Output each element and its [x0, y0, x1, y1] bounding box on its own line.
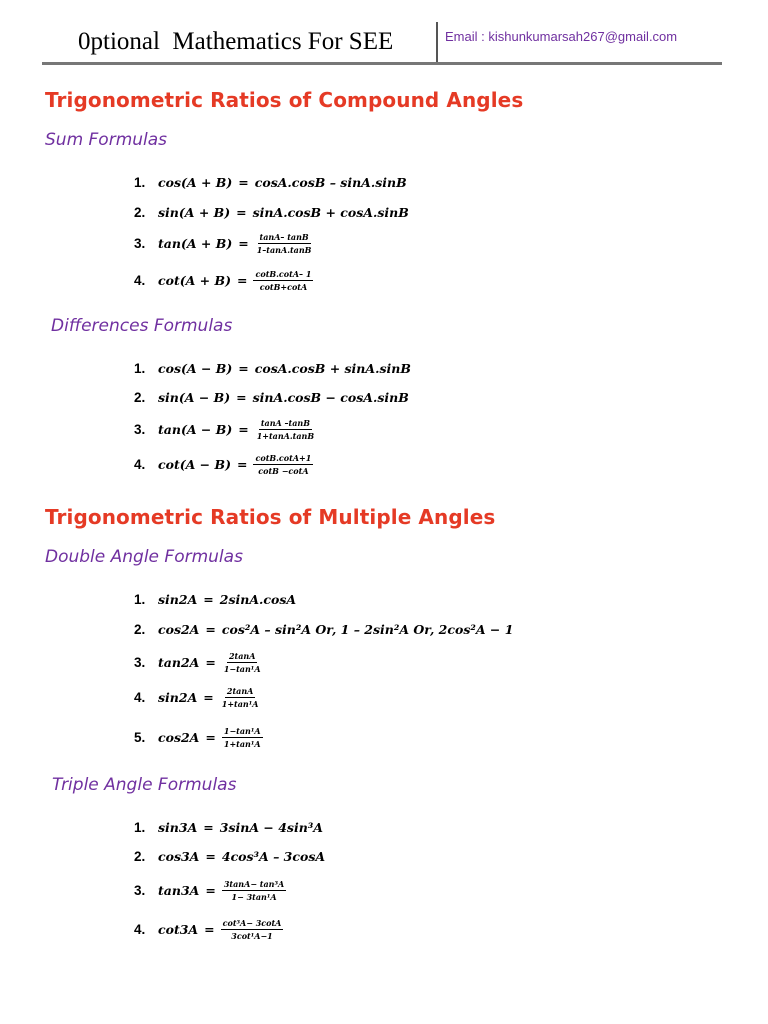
formula-rhs: 2sinA.cosA: [219, 591, 297, 607]
author-email: Email : kishunkumarsah267@gmail.com: [445, 29, 678, 44]
formula-item: [134, 650, 263, 674]
formula-item: [134, 587, 296, 611]
difference-formulas-heading: Differences Formulas: [51, 316, 233, 336]
equals-sign: =: [236, 204, 247, 220]
formula-number: 4.: [134, 456, 146, 472]
fraction: [222, 651, 263, 674]
equals-sign: =: [205, 729, 216, 745]
equals-sign: =: [203, 819, 214, 835]
numerator: 2tanA: [226, 685, 254, 696]
numerator: 3tanA− tan³A: [223, 878, 285, 889]
equals-sign: =: [205, 654, 216, 670]
formula-number: 2.: [134, 204, 146, 220]
denominator: 1− 3tan¹A: [231, 891, 277, 902]
formula-number: 1.: [134, 819, 146, 835]
formula-item: [134, 844, 325, 868]
formula-lhs: cos(A − B): [158, 360, 233, 376]
formula-item: [134, 685, 260, 709]
fraction: [253, 453, 313, 476]
numerator: tanA– tanB: [259, 231, 309, 242]
equals-sign: =: [205, 848, 216, 864]
formula-item: [134, 268, 313, 292]
formula-lhs: sin3A: [158, 819, 198, 835]
formula-number: 1.: [134, 591, 146, 607]
fraction: [253, 269, 313, 292]
double-angle-heading: Double Angle Formulas: [45, 547, 243, 567]
formula-number: 4.: [134, 689, 146, 705]
numerator: cotB.cotA– 1: [255, 268, 312, 279]
formula-item: [134, 815, 323, 839]
formula-item: [134, 617, 513, 641]
formula-rhs: sinA.cosB + cosA.sinB: [252, 204, 409, 220]
formula-lhs: cot(A − B): [158, 456, 231, 472]
formula-number: 2.: [134, 848, 146, 864]
header-rule: [42, 62, 722, 65]
equals-sign: =: [203, 689, 214, 705]
denominator: cotB −cotA: [258, 465, 309, 476]
formula-item: [134, 356, 411, 380]
formula-number: 3.: [134, 654, 146, 670]
formula-item: [134, 917, 283, 941]
fraction: [255, 232, 314, 255]
denominator: 1+tanA.tanB: [256, 430, 315, 441]
fraction: [222, 879, 286, 902]
equals-sign: =: [236, 389, 247, 405]
sum-formulas-heading: Sum Formulas: [45, 130, 168, 150]
fraction: [220, 686, 261, 709]
formula-lhs: sin2A: [158, 689, 198, 705]
equals-sign: =: [237, 272, 248, 288]
denominator: 1–tanA.tanB: [256, 244, 312, 255]
formula-item: [134, 385, 409, 409]
triple-angle-heading: Triple Angle Formulas: [52, 775, 237, 795]
formula-item: [134, 725, 263, 749]
formula-rhs: cosA.cosB – sinA.sinB: [254, 174, 407, 190]
equals-sign: =: [238, 421, 249, 437]
formula-number: 2.: [134, 621, 146, 637]
formula-number: 5.: [134, 729, 146, 745]
formula-rhs: cos²A – sin²A Or, 1 – 2sin²A Or, 2cos²A − 1: [221, 621, 514, 637]
page-header: [42, 20, 722, 66]
equals-sign: =: [238, 174, 249, 190]
formula-lhs: tan(A − B): [158, 421, 233, 437]
denominator: 1−tan¹A: [223, 663, 261, 674]
formula-item: [134, 200, 409, 224]
formula-lhs: sin(A + B): [158, 204, 231, 220]
formula-number: 1.: [134, 360, 146, 376]
formula-number: 3.: [134, 421, 146, 437]
formula-item: [134, 417, 316, 441]
formula-item: [134, 231, 313, 255]
formula-lhs: tan2A: [158, 654, 200, 670]
formula-number: 4.: [134, 921, 146, 937]
equals-sign: =: [205, 621, 216, 637]
multiple-angles-heading: Trigonometric Ratios of Multiple Angles: [45, 505, 496, 529]
numerator: cotB.cotA+1: [255, 452, 312, 463]
denominator: 3cot¹A−1: [231, 930, 273, 941]
equals-sign: =: [205, 882, 216, 898]
formula-number: 3.: [134, 882, 146, 898]
numerator: cot³A− 3cotA: [222, 917, 282, 928]
formula-lhs: sin2A: [158, 591, 198, 607]
equals-sign: =: [204, 921, 215, 937]
equals-sign: =: [237, 456, 248, 472]
compound-angles-heading: Trigonometric Ratios of Compound Angles: [45, 88, 524, 112]
denominator: 1+tan¹A: [223, 738, 261, 749]
formula-number: 1.: [134, 174, 146, 190]
formula-lhs: cos2A: [158, 729, 200, 745]
formula-lhs: sin(A − B): [158, 389, 231, 405]
formula-lhs: cot3A: [158, 921, 199, 937]
fraction: [255, 418, 316, 441]
formula-rhs: sinA.cosB − cosA.sinB: [252, 389, 409, 405]
formula-item: [134, 878, 286, 902]
formula-number: 2.: [134, 389, 146, 405]
formula-lhs: cos(A + B): [158, 174, 233, 190]
formula-lhs: cos3A: [158, 848, 200, 864]
formula-rhs: 4cos³A – 3cosA: [221, 848, 326, 864]
fraction: [221, 918, 284, 941]
denominator: 1+tan¹A: [221, 698, 259, 709]
formula-rhs: 3sinA − 4sin³A: [219, 819, 323, 835]
denominator: cotB+cotA: [259, 281, 308, 292]
numerator: 1−tan¹A: [223, 725, 261, 736]
formula-number: 4.: [134, 272, 146, 288]
formula-lhs: tan3A: [158, 882, 200, 898]
formula-number: 3.: [134, 235, 146, 251]
header-divider: [436, 22, 438, 64]
formula-lhs: cos2A: [158, 621, 200, 637]
numerator: 2tanA: [228, 650, 256, 661]
equals-sign: =: [238, 360, 249, 376]
equals-sign: =: [203, 591, 214, 607]
fraction: [222, 726, 263, 749]
formula-item: [134, 452, 313, 476]
equals-sign: =: [238, 235, 249, 251]
formula-lhs: cot(A + B): [158, 272, 231, 288]
formula-rhs: cosA.cosB + sinA.sinB: [254, 360, 411, 376]
formula-lhs: tan(A + B): [158, 235, 233, 251]
formula-item: [134, 170, 407, 194]
document-title: 0ptional Mathematics For SEE: [78, 28, 394, 55]
numerator: tanA –tanB: [260, 417, 310, 428]
